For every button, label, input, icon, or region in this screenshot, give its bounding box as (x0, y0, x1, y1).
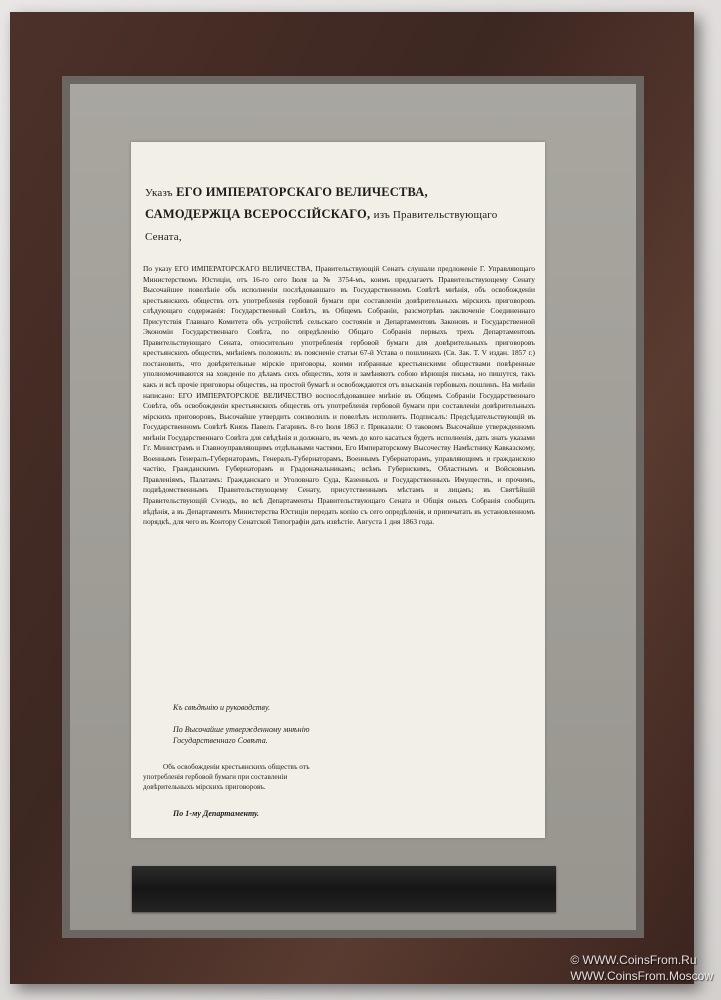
watermark-line-2: WWW.CoinsFrom.Moscow (570, 969, 713, 983)
title-line-1 (145, 182, 537, 204)
footer-note-approved: По Высочайше утвержденному мнѣнію Государственнаго Совѣта. (173, 725, 310, 745)
footer-note-subject: Объ освобожденіи крестьянскихъ обществъ отъ употребленія гербовой бумаги при составленіи довѣрительныхъ мірскихъ приговоровъ. (143, 763, 310, 791)
watermark (570, 952, 713, 984)
footer-note-department: По 1-му Департаменту. (173, 809, 260, 818)
decree-body: По указу ЕГО ИМПЕРАТОРСКАГО ВЕЛИЧЕСТВА, Правительствующій Сенатъ слушали предложеніе Г. Управляющаго Министерствомъ Юстиціи, отъ 16-го сего Іюля за № 3754-мъ, коимъ предлагаетъ Правительствующему Сенату Высочайшее повелѣніе объ исполненіи послѣдовавшаго въ Государственномъ Совѣтѣ мнѣнія, объ освобожденіи крестьянскихъ обществъ отъ употребленія гербовой бумаги при составленіи довѣрительныхъ мірскихъ приговоровъ слѣдующаго содержанія: Государственный Совѣтъ, въ Общемъ Собраніи, разсмотрѣвъ заключеніе Соединеннаго Присутствія Главнаго Комитета объ устройствѣ сельскаго состоянія и Департаментовъ Законовъ и Государственной Экономіи Государственнаго Совѣта, по опредѣленію Общаго Собранія первыхъ трехъ Департаментовъ Правительствующаго Сената, относительно употребленія гербовой бумаги для довѣрительныхъ приговоровъ крестьянскихъ обществъ, мнѣніемъ положилъ: въ поясненіе статьи 67-й Устава о пошлинахъ (Св. Зак. Т. V издан. 1857 г.) постановить, что довѣрительные мірскіе приговоры, коими избранные крестьянскими обществами повѣренные уполномочиваются на хожденіе по дѣламъ сихъ обществъ, хотя и замѣняютъ собою вѣрющія письма, но пишутся, такъ какъ и всѣ прочіе приговоры обществъ, на простой бумагѣ и освобождаются отъ взысканія гербовыхъ пошлинъ. На мнѣніи написано: ЕГО ИМПЕРАТОРСКОЕ ВЕЛИЧЕСТВО воспослѣдовавшее мнѣніе въ Общемъ Собраніи Государственнаго Совѣта, объ освобожденіи крестьянскихъ обществъ отъ употребленія гербовой бумаги при составленіи довѣрительныхъ мірскихъ приговоровъ, Высочайше утвердить соизволилъ и повелѣлъ исполнить. Подписалъ: Предсѣдательствующій въ Государственномъ Совѣтѣ Князь Павелъ Гагаринъ. 8-го Іюля 1863 г. Приказали: О таковомъ Высочайше утвержденномъ мнѣніи Государственнаго Совѣта для свѣдѣнія и должнаго, въ чемъ до кого касаться будетъ исполненія, дать знать указами Гг. Министрамъ и Главноуправляющимъ отдѣльными частями, Его Императорскому Высочеству Намѣстнику Кавказскому, Военнымъ Генералъ-Губернаторамъ, Генералъ-Губернаторамъ, Военнымъ Губернаторамъ, управляющимъ и гражданскою частію, Гражданскимъ Губернаторамъ и Градоначальникамъ; всѣмъ Губернскимъ, Областнымъ и Войсковымъ Правленіямъ, Палатамъ: Гражданскаго и Уголовнаго Суда, Казенныхъ и Государственныхъ Имуществъ, и прочимъ, подвѣдомственнымъ Правительствующему Сенату, присутственнымъ мѣстамъ и лицамъ; въ Святѣйшій Правительствующій Сѵнодъ, во всѣ Департаменты Правительствующаго Сената и Общія оныхъ Собранія сообщить вѣдѣнія, а въ Департаментъ Министерства Юстиціи передать копію съ сего опредѣленія, и припечатать въ установленномъ порядкѣ, для чего въ Контору Сенатской Типографіи дать извѣстіе. Августа 1 дня 1863 года. (143, 264, 535, 527)
title-main-2: САМОДЕРЖЦА ВСЕРОССІЙСКАГО, (145, 207, 371, 221)
title-suffix: изъ Правительствующаго Сената, (145, 209, 498, 243)
title-line-2 (145, 204, 537, 248)
footer-note-guidance: Къ свѣдѣнію и руководству. (173, 703, 271, 712)
title-main-1: ЕГО ИМПЕРАТОРСКАГО ВЕЛИЧЕСТВА, (176, 185, 428, 199)
watermark-line-1: © WWW.CoinsFrom.Ru (570, 953, 697, 967)
decree-title (145, 182, 537, 248)
title-prefix: Указъ (145, 187, 173, 199)
frame-plaque (132, 866, 556, 912)
decree-document (131, 142, 545, 838)
